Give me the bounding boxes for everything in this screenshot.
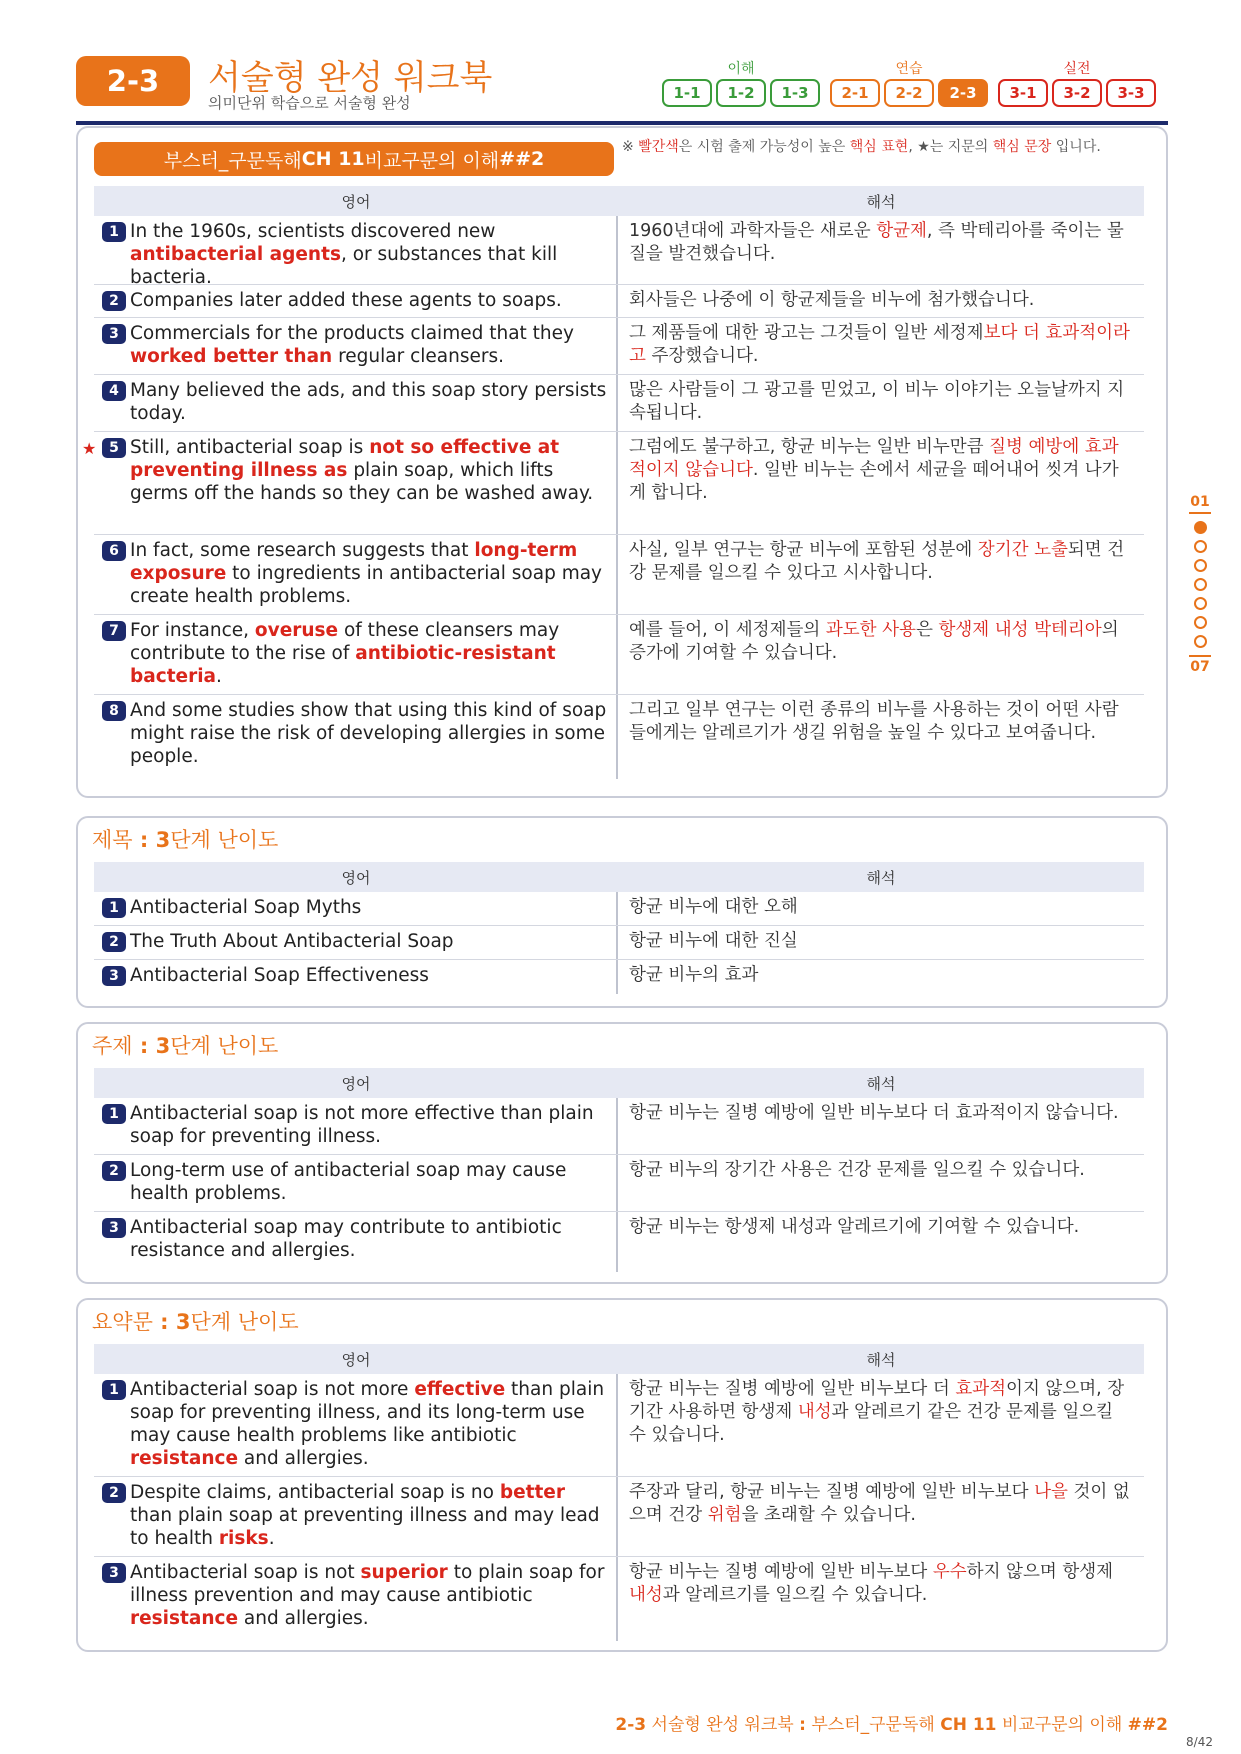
table-row: [94, 375, 1144, 432]
korean-translation: 사실, 일부 연구는 항균 비누에 포함된 성분에 장기간 노출되면 건강 문제를 일으킬 수 있다고 시사합니다.: [629, 540, 1125, 583]
page-title: 서술형 완성 워크북: [208, 58, 493, 98]
step-1-3[interactable]: 1-3: [770, 79, 820, 107]
page-subtitle: 의미단위 학습으로 서술형 완성: [208, 94, 411, 112]
english-sentence: ★ 5 Still, antibacterial soap is not so effective at preventing illness as plain soap, which lifts germs off the hands so they can be washed away.: [94, 432, 618, 534]
sentence-number: 1: [102, 222, 126, 242]
option-number: 3: [102, 1563, 126, 1583]
key-sentence-star-icon: ★: [82, 439, 97, 458]
option-number: 3: [102, 966, 126, 986]
korean-topic: 항균 비누는 질병 예방에 일반 비누보다 더 효과적이지 않습니다.: [629, 1103, 1119, 1123]
sentence-number: 4: [102, 381, 126, 401]
step-2-3[interactable]: 2-3: [938, 79, 988, 107]
step-group-real: [998, 58, 1156, 107]
page-dot-icon[interactable]: [1194, 597, 1207, 610]
table-row: [94, 318, 1144, 375]
english-title: 3 Antibacterial Soap Effectiveness: [94, 960, 618, 994]
side-index-end: 07: [1190, 659, 1210, 675]
english-sentence: 4 Many believed the ads, and this soap story persists today.: [94, 375, 618, 431]
passage-panel: [76, 126, 1168, 798]
korean-translation: 1960년대에 과학자들은 새로운 항균제, 즉 박테리아를 죽이는 물질을 발견했습니다.: [629, 221, 1124, 264]
korean-translation: 많은 사람들이 그 광고를 믿었고, 이 비누 이야기는 오늘날까지 지속됩니다.: [629, 380, 1125, 423]
table-row: [94, 285, 1144, 318]
korean-summary: 항균 비누는 질병 예방에 일반 비누보다 더 효과적이지 않으며, 장기간 사용하면 항생제 내성과 알레르기 같은 건강 문제를 일으킬 수 있습니다.: [629, 1379, 1125, 1445]
table-row: [94, 960, 1144, 994]
table-row: [94, 1155, 1144, 1212]
page-dot-icon[interactable]: [1194, 521, 1207, 534]
english-title: 2 The Truth About Antibacterial Soap: [94, 926, 618, 959]
page-dot-icon[interactable]: [1194, 540, 1207, 553]
english-sentence: 7 For instance, overuse of these cleansers may contribute to the rise of antibiotic-resistant bacteria.: [94, 615, 618, 694]
section-heading: 주제 : 3단계 난이도: [92, 1034, 279, 1058]
korean-translation: 그 제품들에 대한 광고는 그것들이 일반 세정제보다 더 효과적이라고 주장했습니다.: [629, 323, 1130, 366]
step-group-label: 연습: [895, 61, 923, 77]
english-sentence: 3 Commercials for the products claimed that they worked better than regular cleansers.: [94, 318, 618, 374]
table-header: [94, 1068, 1144, 1098]
sentence-number: 8: [102, 701, 126, 721]
english-summary: 3 Antibacterial soap is not superior to plain soap for illness prevention and may cause antibiotic resistance and allergies.: [94, 1557, 618, 1641]
table-header: [94, 186, 1144, 216]
korean-translation: 그리고 일부 연구는 이런 종류의 비누를 사용하는 것이 어떤 사람들에게는 알레르기가 생길 위험을 높일 수 있다고 보여줍니다.: [629, 700, 1119, 743]
korean-title: 항균 비누에 대한 오해: [629, 897, 798, 917]
table-row: [94, 1098, 1144, 1155]
table-row: [94, 1374, 1144, 1477]
english-topic: 1 Antibacterial soap is not more effective than plain soap for preventing illness.: [94, 1098, 618, 1154]
side-index-divider: [1189, 512, 1211, 514]
section-heading: 요약문 : 3단계 난이도: [92, 1310, 299, 1334]
booster-badge-text: 비교구문의 이해: [364, 149, 500, 172]
col-english: 영어: [341, 192, 371, 211]
page-dot-icon[interactable]: [1194, 635, 1207, 648]
page-number: 8/42: [1186, 1735, 1213, 1749]
korean-topic: 항균 비누의 장기간 사용은 건강 문제를 일으킬 수 있습니다.: [629, 1160, 1085, 1180]
page-dot-icon[interactable]: [1194, 559, 1207, 572]
col-korean: 해석: [866, 192, 896, 211]
title-panel: [76, 816, 1168, 1008]
col-korean: 해석: [866, 1074, 896, 1093]
col-english: 영어: [341, 1074, 371, 1093]
option-number: 2: [102, 1483, 126, 1503]
option-number: 2: [102, 1161, 126, 1181]
col-korean: 해석: [866, 1350, 896, 1369]
step-3-1[interactable]: 3-1: [998, 79, 1048, 107]
step-2-2[interactable]: 2-2: [884, 79, 934, 107]
side-index-divider: [1189, 655, 1211, 657]
english-title: 1 Antibacterial Soap Myths: [94, 892, 618, 925]
sentence-number: 7: [102, 621, 126, 641]
english-summary: 2 Despite claims, antibacterial soap is no better than plain soap at preventing illness and may lead to health risks.: [94, 1477, 618, 1556]
option-number: 1: [102, 1104, 126, 1124]
english-topic: 3 Antibacterial soap may contribute to antibiotic resistance and allergies.: [94, 1212, 618, 1272]
table-row: [94, 1477, 1144, 1557]
table-header: [94, 862, 1144, 892]
booster-badge-text: 부스터_구문독해: [163, 149, 302, 172]
col-english: 영어: [341, 1350, 371, 1369]
table-row: [94, 695, 1144, 779]
topic-panel: [76, 1022, 1168, 1284]
page-header: [76, 46, 1168, 124]
table-row: [94, 615, 1144, 695]
footer-title: 2-3 서술형 완성 워크북 : 부스터_구문독해 CH 11 비교구문의 이해 ##2: [615, 1715, 1168, 1735]
page-dot-icon[interactable]: [1194, 616, 1207, 629]
table-header: [94, 1344, 1144, 1374]
english-topic: 2 Long-term use of antibacterial soap may cause health problems.: [94, 1155, 618, 1211]
english-sentence: 2 Companies later added these agents to soaps.: [94, 285, 618, 317]
korean-translation: 회사들은 나중에 이 항균제들을 비누에 첨가했습니다.: [629, 290, 1035, 310]
sentence-number: 2: [102, 291, 126, 311]
table-row: [94, 216, 1144, 288]
legend-note: ※ 빨간색은 시험 출제 가능성이 높은 핵심 표현, ★는 지문의 핵심 문장 입니다.: [622, 139, 1101, 155]
option-number: 3: [102, 1218, 126, 1238]
table-row: [94, 926, 1144, 960]
table-row: [94, 1212, 1144, 1272]
step-1-2[interactable]: 1-2: [716, 79, 766, 107]
table-row: [94, 1557, 1144, 1641]
section-badge: 2-3: [76, 56, 190, 106]
table-row: [94, 892, 1144, 926]
step-group-practice: [830, 58, 988, 107]
side-page-index: [1186, 494, 1214, 675]
step-group-label: 실전: [1063, 61, 1091, 77]
korean-title: 항균 비누의 효과: [629, 965, 759, 985]
page-dot-icon[interactable]: [1194, 578, 1207, 591]
korean-translation: 예를 들어, 이 세정제들의 과도한 사용은 항생제 내성 박테리아의 증가에 기여할 수 있습니다.: [629, 620, 1119, 663]
english-summary: 1 Antibacterial soap is not more effective than plain soap for preventing illness, and its long-term use may cause health problems like antibiotic resistance and allergies.: [94, 1374, 618, 1476]
english-sentence: 6 In fact, some research suggests that long-term exposure to ingredients in antibacterial soap may create health problems.: [94, 535, 618, 614]
booster-badge-chapter: CH 11: [301, 148, 365, 170]
step-group-label: 이해: [727, 61, 755, 77]
step-3-3[interactable]: 3-3: [1106, 79, 1156, 107]
booster-badge-number: ##2: [499, 148, 545, 170]
step-navigation: [662, 58, 1156, 107]
table-row: [82, 432, 1144, 535]
step-1-1[interactable]: 1-1: [662, 79, 712, 107]
korean-translation: 그럼에도 불구하고, 항균 비누는 일반 비누만큼 질병 예방에 효과적이지 않습니다. 일반 비누는 손에서 세균을 떼어내어 씻겨 나가게 합니다.: [629, 437, 1119, 503]
korean-summary: 항균 비누는 질병 예방에 일반 비누보다 우수하지 않으며 항생제 내성과 알레르기를 일으킬 수 있습니다.: [629, 1562, 1114, 1605]
sentence-number: 6: [102, 541, 126, 561]
col-english: 영어: [341, 868, 371, 887]
step-2-1[interactable]: 2-1: [830, 79, 880, 107]
korean-topic: 항균 비누는 항생제 내성과 알레르기에 기여할 수 있습니다.: [629, 1217, 1080, 1237]
side-index-start: 01: [1190, 494, 1210, 510]
english-sentence: 1 In the 1960s, scientists discovered new antibacterial agents, or substances that kill bacteria.: [94, 216, 618, 284]
option-number: 1: [102, 1380, 126, 1400]
option-number: 2: [102, 932, 126, 952]
header-divider: [76, 121, 1168, 125]
col-korean: 해석: [866, 868, 896, 887]
korean-title: 항균 비누에 대한 진실: [629, 931, 798, 951]
step-3-2[interactable]: 3-2: [1052, 79, 1102, 107]
step-group-understand: [662, 58, 820, 107]
english-sentence: 8 And some studies show that using this kind of soap might raise the risk of developing allergies in some people.: [94, 695, 618, 779]
section-heading: 제목 : 3단계 난이도: [92, 828, 279, 852]
table-row: [94, 535, 1144, 615]
sentence-number: 3: [102, 324, 126, 344]
booster-badge: [94, 142, 614, 176]
sentence-number: 5: [102, 438, 126, 458]
korean-summary: 주장과 달리, 항균 비누는 질병 예방에 일반 비누보다 나을 것이 없으며 건강 위험을 초래할 수 있습니다.: [629, 1482, 1130, 1525]
summary-panel: [76, 1298, 1168, 1652]
option-number: 1: [102, 898, 126, 918]
